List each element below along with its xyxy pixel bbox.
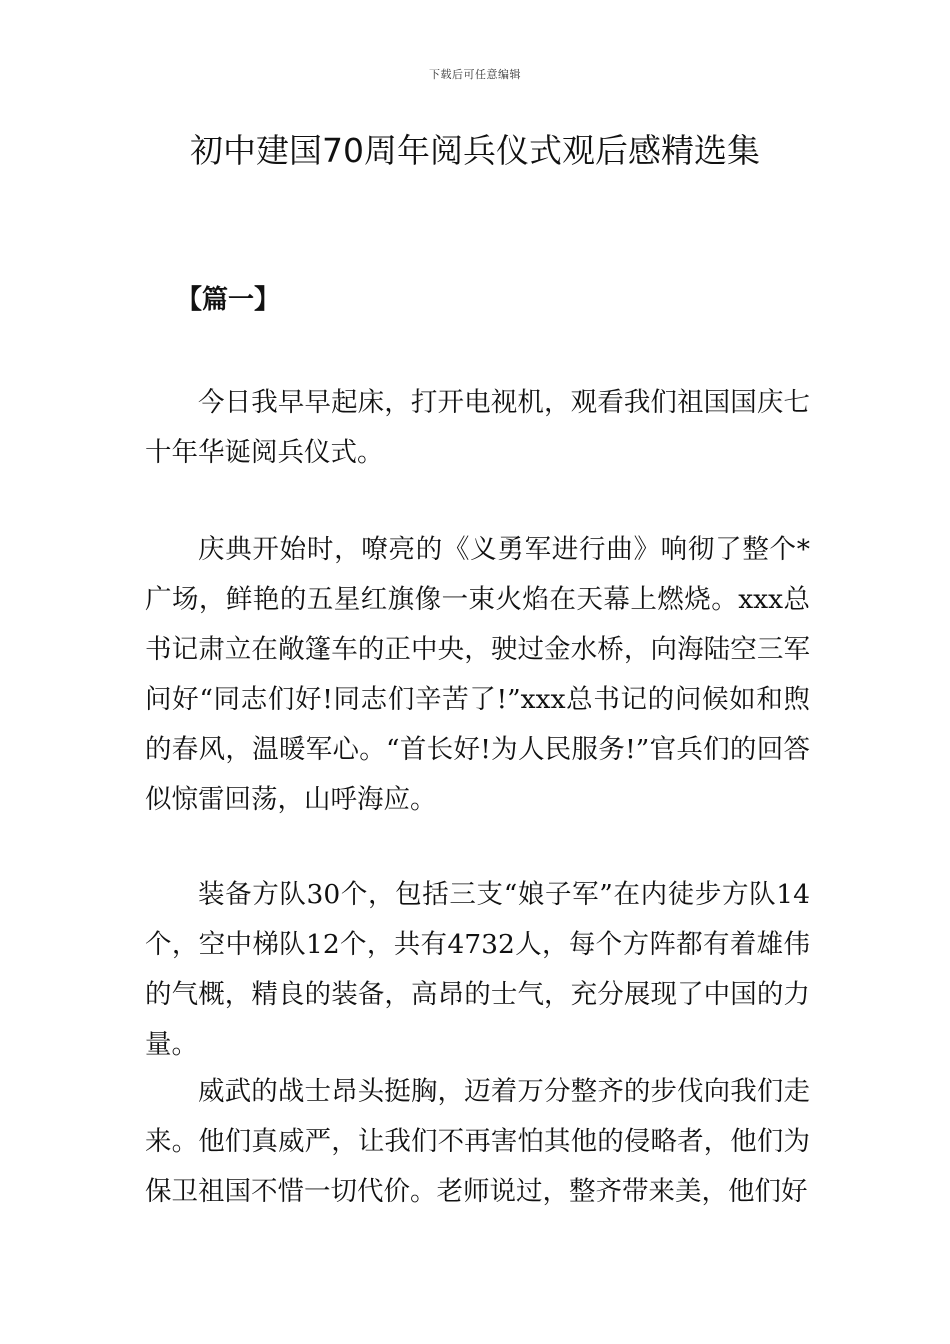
paragraph-4: 威武的战士昂头挺胸，迈着万分整齐的步伐向我们走来。他们真威严，让我们不再害怕其他的侵略者，他们为保卫祖国不惜一切代价。老师说过，整齐带来美，他们好 bbox=[145, 1076, 810, 1207]
paragraph-3: 装备方队30个，包括三支“娘子军”在内徒步方队14个，空中梯队12个，共有4732人，每个方阵都有着雄伟的气概，精良的装备，高昂的士气，充分展现了中国的力量。 bbox=[145, 879, 810, 1060]
paragraph-1: 今日我早早起床，打开电视机，观看我们祖国国庆七十年华诞阅兵仪式。 bbox=[145, 387, 810, 468]
header-note: 下载后可任意编辑 bbox=[429, 68, 521, 81]
section-heading: 【篇一】 bbox=[176, 285, 281, 315]
paragraph-2: 庆典开始时，嘹亮的《义勇军进行曲》响彻了整个*广场，鲜艳的五星红旗像一束火焰在天幕上燃烧。xxx总书记肃立在敞篷车的正中央，驶过金水桥，向海陆空三军问好“同志们好!同志们辛苦了!”xxx总书记的问候如和煦的春风，温暖军心。“首长好!为人民服务!”官兵们的回答似惊雷回荡，山呼海应。 bbox=[145, 534, 810, 815]
document-title: 初中建国70周年阅兵仪式观后感精选集 bbox=[190, 131, 760, 170]
